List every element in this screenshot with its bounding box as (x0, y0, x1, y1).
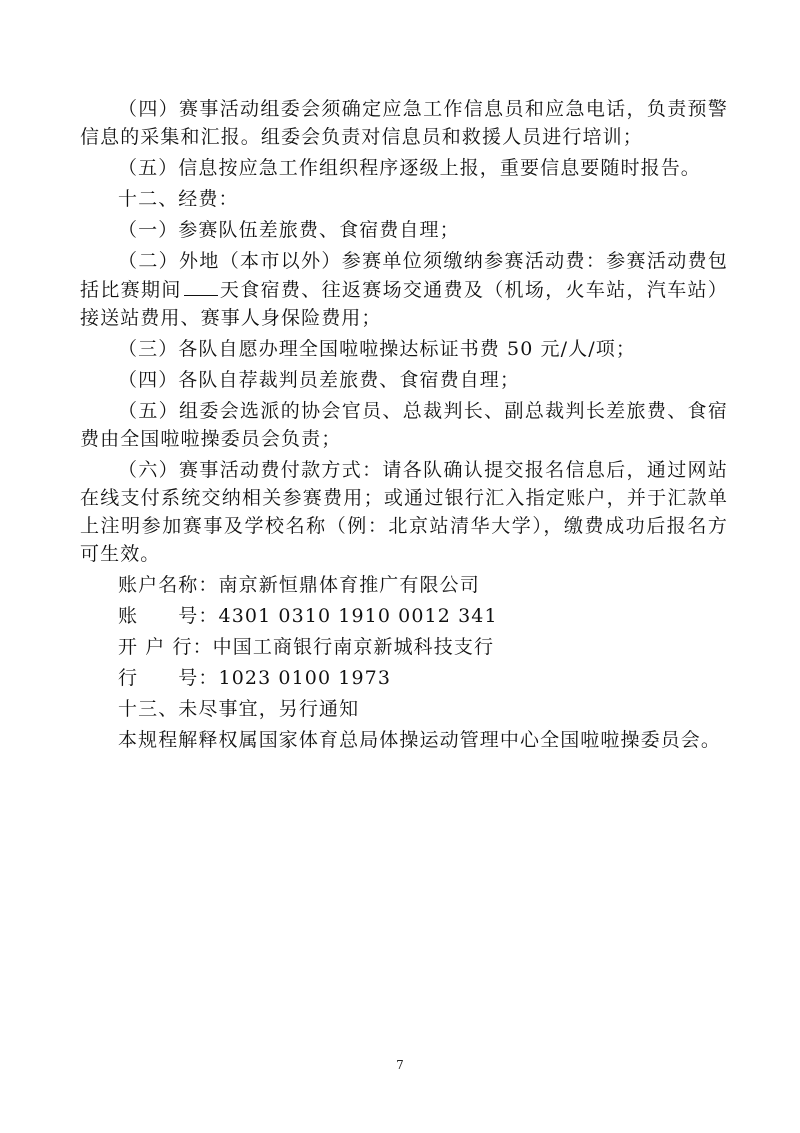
section-heading-other-matters: 十三、未尽事宜，另行通知 (118, 698, 360, 720)
bank-name: 开 户 行：中国工商银行南京新城科技支行 (118, 636, 495, 658)
activity-fee-text-end: 天食宿费、往返赛场交通费及（机场，火车站，汽车站）接送站费用、赛事人身保险费用； (80, 279, 728, 329)
paragraph-activity-fee (80, 247, 728, 332)
blank-days-field (184, 275, 218, 296)
account-name: 账户名称：南京新恒鼎体育推广有限公司 (118, 574, 480, 596)
activity-fee-text-start: （二）外地（本市以外）参赛单位须缴纳参赛活动费：参赛活动费包括比赛期间 (80, 250, 728, 301)
paragraph-travel-expenses: （一）参赛队伍差旅费、食宿费自理； (118, 219, 460, 241)
account-number: 账 号：4301 0310 1910 0012 341 (118, 605, 498, 627)
paragraph-emergency-info: （四）赛事活动组委会须确定应急工作信息员和应急电话，负责预警信息的采集和汇报。组委会负责对信息员和救援人员进行培训； (80, 98, 728, 148)
document-body (80, 95, 728, 757)
paragraph-payment-method: （六）赛事活动费付款方式：请各队确认提交报名信息后，通过网站在线支付系统交纳相关参赛费用；或通过银行汇入指定账户，并于汇款单上注明参加赛事及学校名称（例：北京站清华大学），缴费成功后报名方可生效。 (80, 459, 728, 565)
paragraph-interpretation: 本规程解释权属国家体育总局体操运动管理中心全国啦啦操委员会。 (118, 729, 722, 751)
section-heading-funding: 十二、经费： (118, 188, 239, 210)
paragraph-certificate-fee: （三）各队自愿办理全国啦啦操达标证书费 50 元/人/项； (118, 338, 636, 360)
paragraph-info-report: （五）信息按应急工作组织程序逐级上报，重要信息要随时报告。 (118, 157, 701, 179)
bank-number: 行 号：1023 0100 1973 (118, 667, 392, 689)
paragraph-official-expenses: （五）组委会选派的协会官员、总裁判长、副总裁判长差旅费、食宿费由全国啦啦操委员会负责； (80, 400, 728, 450)
paragraph-judge-expenses: （四）各队自荐裁判员差旅费、食宿费自理； (118, 369, 521, 391)
page-number: 7 (396, 1058, 404, 1072)
